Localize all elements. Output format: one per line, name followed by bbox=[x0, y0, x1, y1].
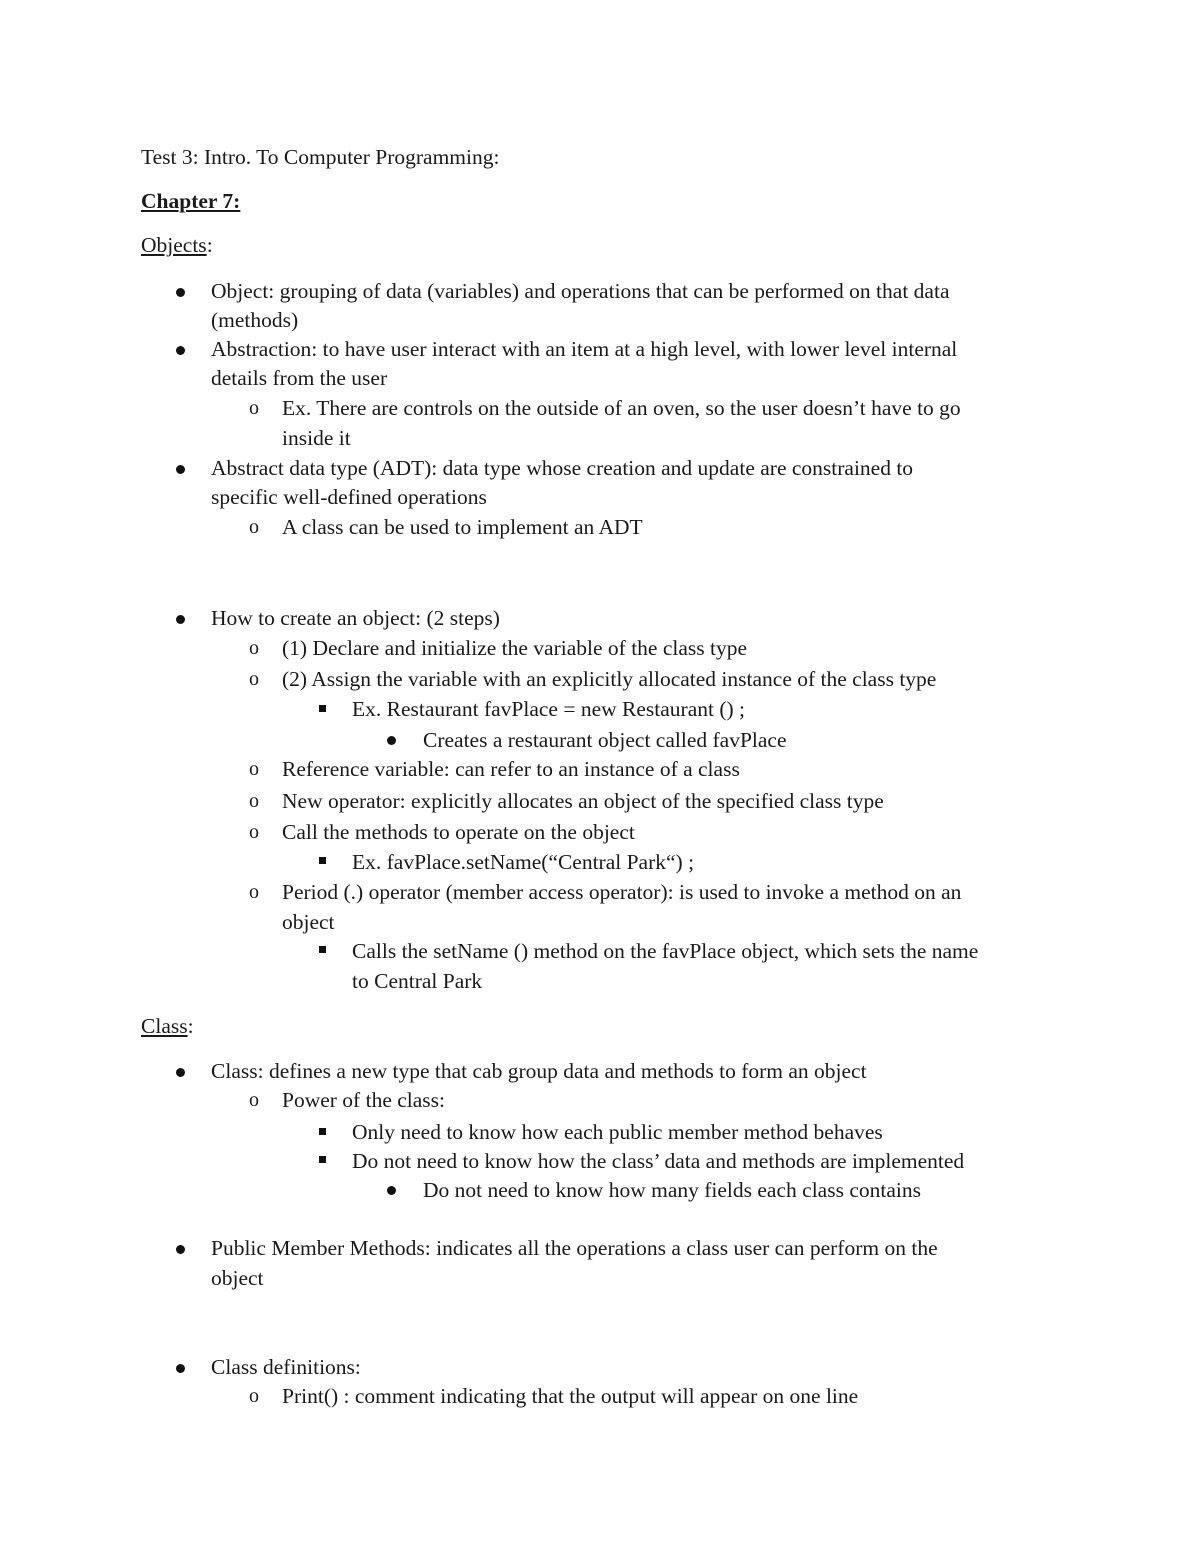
bullet-square-icon bbox=[319, 1156, 326, 1163]
section-heading-class-text: Class bbox=[141, 1014, 188, 1038]
bullet-dot-icon bbox=[176, 346, 185, 355]
list-item-text: Object: grouping of data (variables) and operations that can be performed on that data bbox=[211, 279, 950, 303]
list-item-text: to Central Park bbox=[352, 969, 483, 993]
list-item-text: Class: defines a new type that cab group data and methods to form an object bbox=[211, 1059, 867, 1083]
bullet-circle-icon: o bbox=[249, 881, 259, 903]
list-item-text: Calls the setName () method on the favPlace object, which sets the name bbox=[352, 939, 979, 963]
list-item-text: Ex. favPlace.setName(“Central Park“) ; bbox=[352, 850, 695, 874]
list-item-text: Power of the class: bbox=[282, 1088, 446, 1112]
list-item-text: Ex. Restaurant favPlace = new Restaurant () ; bbox=[352, 697, 746, 721]
list-item-text: Do not need to know how the class’ data and methods are implemented bbox=[352, 1149, 965, 1173]
bullet-circle-icon: o bbox=[249, 397, 259, 419]
bullet-dot-icon bbox=[176, 465, 185, 474]
list-item-text: Only need to know how each public member method behaves bbox=[352, 1120, 883, 1144]
list-item-text: Reference variable: can refer to an instance of a class bbox=[282, 757, 740, 781]
bullet-circle-icon: o bbox=[249, 790, 259, 812]
list-item-text: Call the methods to operate on the object bbox=[282, 820, 635, 844]
list-item-text: (1) Declare and initialize the variable of the class type bbox=[282, 636, 748, 660]
list-item-text: Abstraction: to have user interact with an item at a high level, with lower level internal bbox=[211, 337, 958, 361]
bullet-dot-icon bbox=[387, 1186, 396, 1195]
list-item-text: A class can be used to implement an ADT bbox=[282, 515, 643, 539]
bullet-square-icon bbox=[319, 705, 326, 712]
bullet-circle-icon: o bbox=[249, 758, 259, 780]
bullet-circle-icon: o bbox=[249, 821, 259, 843]
bullet-dot-icon bbox=[176, 1364, 185, 1373]
list-item-text: (2) Assign the variable with an explicitly allocated instance of the class type bbox=[282, 667, 937, 691]
bullet-circle-icon: o bbox=[249, 1089, 259, 1111]
bullet-dot-icon bbox=[176, 288, 185, 297]
list-item-text: New operator: explicitly allocates an object of the specified class type bbox=[282, 789, 884, 813]
bullet-dot-icon bbox=[176, 615, 185, 624]
list-item-text: Creates a restaurant object called favPlace bbox=[423, 728, 787, 752]
bullet-dot-icon bbox=[387, 736, 396, 745]
list-item-text: Abstract data type (ADT): data type whose creation and update are constrained to bbox=[211, 456, 914, 480]
bullet-square-icon bbox=[319, 946, 326, 953]
list-item-text: Do not need to know how many fields each class contains bbox=[423, 1178, 921, 1202]
document-title: Test 3: Intro. To Computer Programming: bbox=[141, 145, 500, 169]
list-item-text: Ex. There are controls on the outside of an oven, so the user doesn’t have to go bbox=[282, 396, 961, 420]
list-item-text: Class definitions: bbox=[211, 1355, 361, 1379]
list-item-text: object bbox=[282, 910, 335, 934]
list-item-text: (methods) bbox=[211, 308, 299, 332]
section-heading-class bbox=[141, 1016, 194, 1038]
bullet-dot-icon bbox=[176, 1068, 185, 1077]
chapter-heading: Chapter 7: bbox=[141, 189, 241, 213]
list-item-text: inside it bbox=[282, 426, 351, 450]
list-item-text: details from the user bbox=[211, 366, 388, 390]
list-item-text: Print() : comment indicating that the output will appear on one line bbox=[282, 1384, 859, 1408]
bullet-circle-icon: o bbox=[249, 1385, 259, 1407]
list-item-text: How to create an object: (2 steps) bbox=[211, 606, 500, 630]
bullet-circle-icon: o bbox=[249, 668, 259, 690]
bullet-circle-icon: o bbox=[249, 516, 259, 538]
list-item-text: Period (.) operator (member access operator): is used to invoke a method on an bbox=[282, 880, 962, 904]
section-heading-class-colon: : bbox=[187, 1014, 194, 1038]
bullet-square-icon bbox=[319, 857, 326, 864]
list-item-text: Public Member Methods: indicates all the operations a class user can perform on the bbox=[211, 1236, 938, 1260]
list-item-text: object bbox=[211, 1266, 264, 1290]
section-heading-objects bbox=[141, 235, 213, 257]
bullet-circle-icon: o bbox=[249, 637, 259, 659]
section-heading-objects-colon: : bbox=[206, 233, 213, 257]
section-heading-objects-text: Objects bbox=[141, 233, 207, 257]
bullet-square-icon bbox=[319, 1128, 326, 1135]
list-item-text: specific well-defined operations bbox=[211, 485, 487, 509]
bullet-dot-icon bbox=[176, 1245, 185, 1254]
